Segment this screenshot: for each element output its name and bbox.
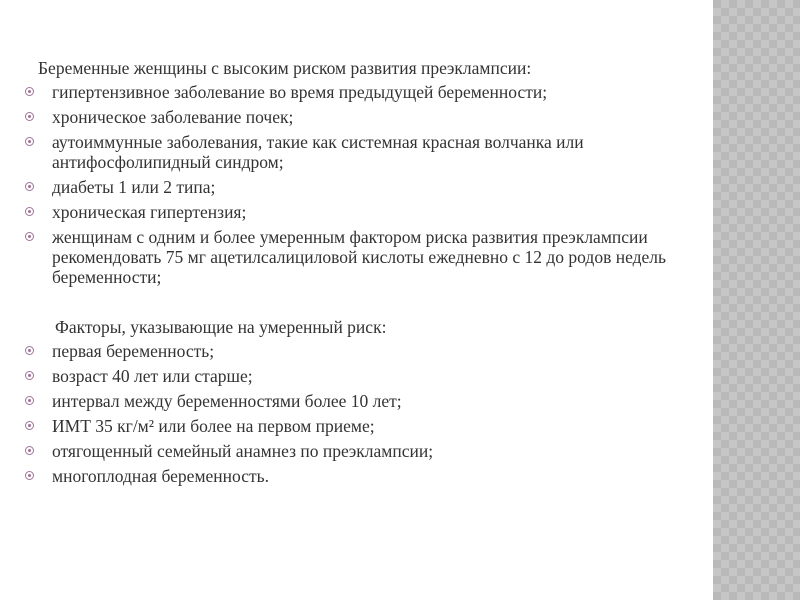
decorative-side-panel [713,0,800,600]
list-item-text: аутоиммунные заболевания, такие как системная красная волчанка или антифосфолипидный синдром; [52,132,584,172]
bullet-icon [25,232,34,241]
bullet-icon [25,87,34,96]
list-item [22,366,702,386]
list-item [22,391,702,411]
list-item-text: отягощенный семейный анамнез по преэклампсии; [52,441,434,461]
moderate-risk-list [22,341,702,486]
list-item-text: возраст 40 лет или старше; [52,366,253,386]
bullet-icon [25,396,34,405]
bullet-icon [25,112,34,121]
bullet-icon [25,137,34,146]
list-item-text: хроническое заболевание почек; [52,107,294,127]
slide-content [22,58,702,491]
bullet-icon [25,421,34,430]
list-item [22,177,702,197]
list-item [22,466,702,486]
list-item-text: многоплодная беременность. [52,466,269,486]
high-risk-list [22,82,702,287]
list-item [22,202,702,222]
list-item [22,227,702,287]
moderate-risk-heading: Факторы, указывающие на умеренный риск: [55,317,387,337]
bullet-icon [25,371,34,380]
list-item-text: хроническая гипертензия; [52,202,247,222]
list-item-text: интервал между беременностями более 10 лет; [52,391,402,411]
list-item [22,132,702,172]
bullet-icon [25,182,34,191]
list-item-text: женщинам с одним и более умеренным фактором риска развития преэклампсии рекомендовать 75 мг ацетилсалициловой кислоты ежедневно с 12 до родов недель беременности; [52,227,666,287]
list-item-text: гипертензивное заболевание во время предыдущей беременности; [52,82,548,102]
bullet-icon [25,446,34,455]
bullet-icon [25,207,34,216]
list-item-text: диабеты 1 или 2 типа; [52,177,216,197]
bullet-icon [25,346,34,355]
list-item [22,341,702,361]
high-risk-heading: Беременные женщины с высоким риском развития преэклампсии: [38,58,532,78]
list-item-text: первая беременность; [52,341,215,361]
list-item-text: ИМТ 35 кг/м² или более на первом приеме; [52,416,375,436]
list-item [22,107,702,127]
list-item [22,416,702,436]
list-item [22,82,702,102]
list-item [22,441,702,461]
bullet-icon [25,471,34,480]
